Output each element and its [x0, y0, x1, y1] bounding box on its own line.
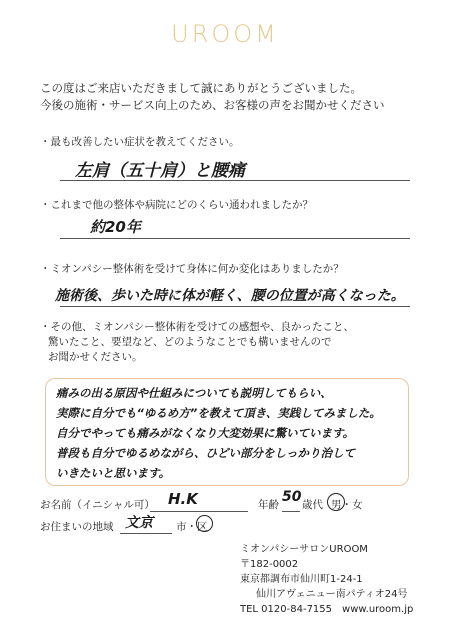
- ward-option[interactable]: 区: [197, 521, 208, 533]
- intro: [40, 80, 385, 114]
- area-separator: ・: [186, 521, 197, 533]
- age-underline: [282, 511, 300, 512]
- name-label: お名前（イニシャル可）: [40, 499, 155, 511]
- comment-line-2: 実際に自分でも“ゆるめ方”を教えて頂き、実践してみました。: [56, 406, 381, 420]
- answer-2-line: [60, 238, 410, 239]
- age-suffix: 歳代: [302, 499, 323, 511]
- salon-address-2: 仙川アヴェニュー南パティオ24号: [256, 589, 408, 600]
- gender-female[interactable]: 女: [352, 499, 363, 511]
- answer-3: 施術後、歩いた時に体が軽く、腰の位置が高くなった。: [55, 288, 405, 304]
- question-4-line-2: 驚いたこと、要望など、どのようなことでも構いませんので: [48, 336, 332, 348]
- male-selected-circle: [327, 493, 345, 511]
- question-4-line-1: ・その他、ミオンパシー整体術を受けての感想や、良かったこと、: [40, 321, 355, 333]
- comment-line-3: 自分でやっても痛みがなくなり大変効果に驚いています。: [56, 426, 355, 440]
- salon-contact: TEL 0120-84-7155 www.uroom.jp: [240, 604, 414, 615]
- area-value: 文京: [125, 515, 153, 531]
- answer-1: 左肩（五十肩）と腰痛: [75, 161, 245, 181]
- salon-address-1: 東京都調布市仙川町1-24-1: [240, 574, 363, 585]
- name-underline: [150, 511, 248, 512]
- salon-zip: 〒182-0002: [240, 559, 299, 570]
- question-1: ・最も改善したい症状を教えてください。: [40, 136, 240, 148]
- logo: UROOM: [171, 20, 279, 48]
- comment-text: [56, 383, 402, 483]
- ward-selected-circle: [196, 515, 213, 532]
- intro-line-1: この度はご来店いただきまして誠にありがとうございました。: [40, 81, 362, 95]
- city-option[interactable]: 市: [176, 521, 187, 533]
- question-4: [40, 320, 354, 365]
- age-label: 年齢: [258, 499, 279, 511]
- comment-line-1: 痛みの出る原因や仕組みについても説明してもらい、: [56, 386, 332, 400]
- gender-male[interactable]: 男: [331, 499, 342, 511]
- answer-1-line: [60, 180, 410, 181]
- salon-name: ミオンパシーサロンUROOM: [240, 544, 368, 555]
- question-3: ・ミオンパシー整体術を受けて身体に何か変化はありましたか？: [40, 263, 344, 275]
- answer-3-line: [60, 306, 410, 307]
- comment-box: [45, 378, 409, 486]
- question-4-line-3: お聞かせください。: [48, 351, 143, 363]
- answer-2: 約20年: [90, 218, 141, 236]
- area-underline: [120, 533, 172, 534]
- gender-separator: ・: [341, 499, 352, 511]
- name-value: H.K: [168, 490, 198, 508]
- comment-line-4: 普段も自分でゆるめながら、ひどい部分をしっかり治して: [56, 446, 355, 460]
- comment-line-5: いきたいと思います。: [56, 466, 171, 480]
- intro-line-2: 今後の施術・サービス向上のため、お客様の声をお聞かせください: [40, 98, 385, 112]
- age-value: 50: [282, 489, 302, 505]
- salon-info: [240, 542, 413, 617]
- area-label: お住まいの地域: [40, 521, 114, 533]
- question-2: ・これまで他の整体や病院にどのくらい通われましたか？: [40, 199, 313, 211]
